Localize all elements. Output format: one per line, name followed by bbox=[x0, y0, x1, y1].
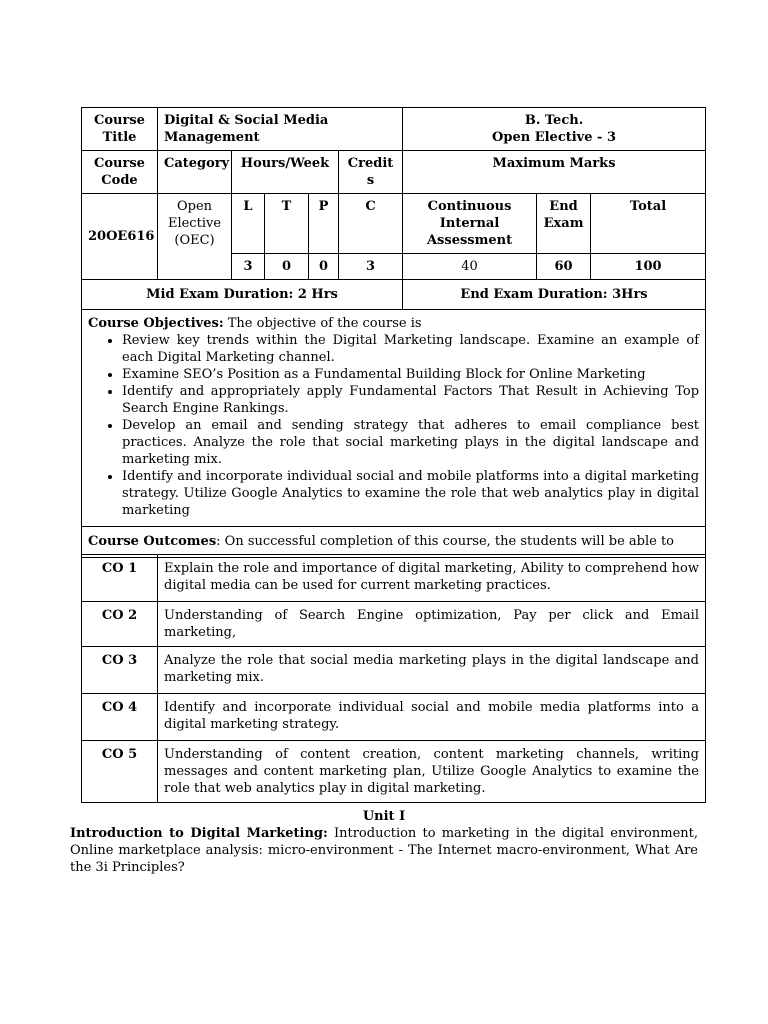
outcomes-label: Course Outcomes bbox=[88, 534, 217, 549]
course-objectives bbox=[82, 310, 706, 527]
outcome-code: CO 2 bbox=[82, 602, 158, 647]
elective: Open Elective - 3 bbox=[492, 130, 617, 145]
mid-exam-duration: Mid Exam Duration: 2 Hrs bbox=[82, 280, 403, 310]
objectives-row bbox=[82, 310, 706, 527]
outcome-row bbox=[82, 555, 706, 602]
outcome-row bbox=[82, 647, 706, 694]
end-exam-duration: End Exam Duration: 3Hrs bbox=[403, 280, 706, 310]
course-outcomes-table bbox=[81, 554, 706, 803]
outcome-text: Understanding of Search Engine optimization, Pay per click and Email marketing, bbox=[158, 602, 706, 647]
unit-text: Introduction to marketing in the digital environment, Online marketplace analysis: micro-environment - The Internet macro-environment, What Are the 3i Principles? bbox=[70, 826, 698, 875]
outcome-code: CO 3 bbox=[82, 647, 158, 694]
ltpc-row bbox=[82, 194, 706, 254]
unit-1-section bbox=[70, 808, 698, 876]
cia-label: Continuous Internal Assessment bbox=[403, 194, 537, 254]
p-value: 0 bbox=[309, 254, 339, 280]
c-label: C bbox=[339, 194, 403, 254]
outcomes-header-row bbox=[82, 527, 706, 558]
p-label: P bbox=[309, 194, 339, 254]
t-value: 0 bbox=[265, 254, 309, 280]
hours-label: Hours/Week bbox=[232, 151, 339, 194]
title-row bbox=[82, 108, 706, 151]
course-title-label: Course Title bbox=[82, 108, 158, 151]
category: Open Elective (OEC) bbox=[158, 194, 232, 280]
objective-item: • Develop an email and sending strategy that adheres to email compliance best practices. Analyze the role that social marketing plays in the digital landscape and marketing mix. bbox=[122, 417, 699, 468]
outcome-text: Analyze the role that social media marketing plays in the digital landscape and marketing mix. bbox=[158, 647, 706, 694]
end-exam-value: 60 bbox=[537, 254, 591, 280]
code-header-row bbox=[82, 151, 706, 194]
objective-item: • Review key trends within the Digital Marketing landscape. Examine an example of each Digital Marketing channel. bbox=[122, 332, 699, 366]
course-info-table bbox=[81, 107, 706, 558]
outcome-code: CO 1 bbox=[82, 555, 158, 602]
total-value: 100 bbox=[591, 254, 706, 280]
end-exam-label: End Exam bbox=[537, 194, 591, 254]
objectives-label: Course Objectives: bbox=[88, 316, 224, 331]
l-label: L bbox=[232, 194, 265, 254]
max-marks-label: Maximum Marks bbox=[403, 151, 706, 194]
objective-item: • Identify and incorporate individual social and mobile platforms into a digital marketing strategy. Utilize Google Analytics to examine the role that web analytics play in digital marketing bbox=[122, 468, 699, 519]
t-label: T bbox=[265, 194, 309, 254]
course-code-label: Course Code bbox=[82, 151, 158, 194]
outcome-text: Identify and incorporate individual social and mobile media platforms into a digital marketing strategy. bbox=[158, 694, 706, 741]
course-code: 20OE616 bbox=[82, 194, 158, 280]
outcome-code: CO 4 bbox=[82, 694, 158, 741]
total-label: Total bbox=[591, 194, 706, 254]
program-cell bbox=[403, 108, 706, 151]
outcome-row bbox=[82, 694, 706, 741]
outcome-code: CO 5 bbox=[82, 741, 158, 803]
duration-row bbox=[82, 280, 706, 310]
category-label: Category bbox=[158, 151, 232, 194]
outcomes-intro: : On successful completion of this course, the students will be able to bbox=[216, 534, 675, 549]
objectives-intro: The objective of the course is bbox=[223, 316, 422, 331]
unit-content bbox=[70, 825, 698, 876]
objective-item: • Examine SEO’s Position as a Fundamental Building Block for Online Marketing bbox=[122, 366, 699, 383]
unit-title: Unit I bbox=[362, 809, 406, 824]
course-title: Digital & Social Media Management bbox=[158, 108, 403, 151]
program: B. Tech. bbox=[524, 113, 584, 128]
l-value: 3 bbox=[232, 254, 265, 280]
outcome-row bbox=[82, 602, 706, 647]
outcome-text: Understanding of content creation, content marketing channels, writing messages and content marketing plan, Utilize Google Analytics to examine the role that web analytics play in digital marketing. bbox=[158, 741, 706, 803]
cia-value: 40 bbox=[403, 254, 537, 280]
outcome-row bbox=[82, 741, 706, 803]
outcome-text: Explain the role and importance of digital marketing, Ability to comprehend how digital media can be used for current marketing practices. bbox=[158, 555, 706, 602]
c-value: 3 bbox=[339, 254, 403, 280]
course-outcomes-heading bbox=[82, 527, 706, 558]
unit-heading: Introduction to Digital Marketing: bbox=[70, 826, 328, 841]
objective-item: • Identify and appropriately apply Fundamental Factors That Result in Achieving Top Search Engine Rankings. bbox=[122, 383, 699, 417]
credits-label: Credit s bbox=[339, 151, 403, 194]
objectives-heading bbox=[88, 315, 699, 332]
objectives-list bbox=[88, 332, 699, 519]
